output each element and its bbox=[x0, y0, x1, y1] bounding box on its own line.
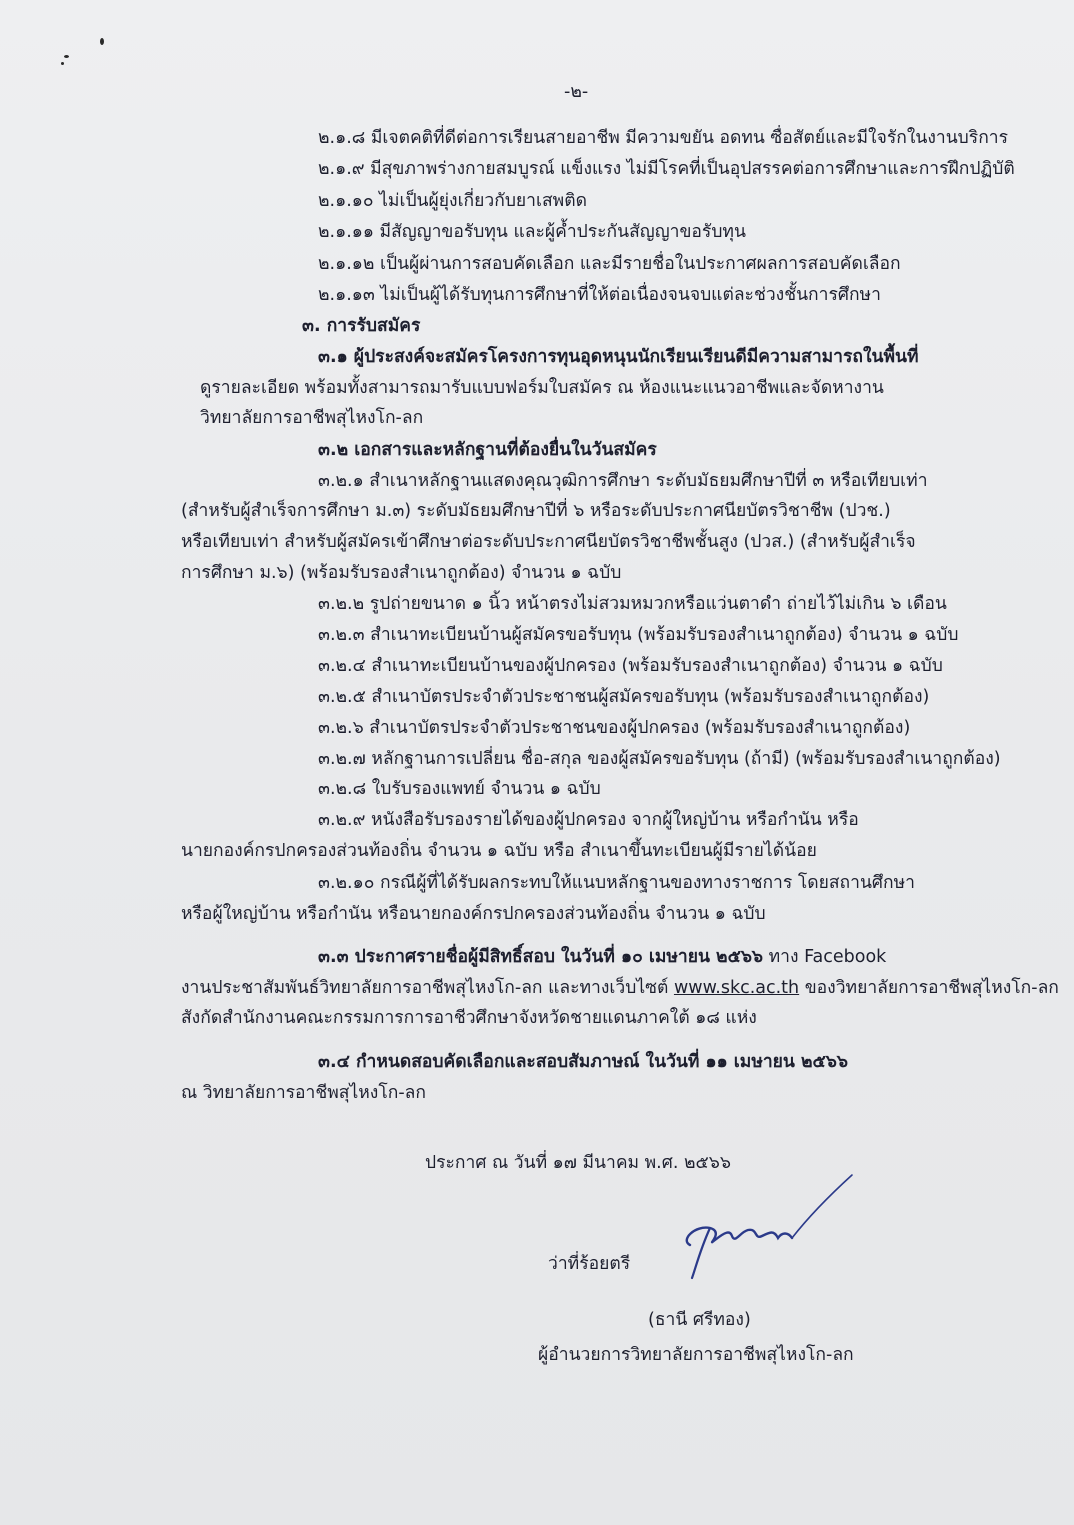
announcement-date: ๓.๓ ประกาศรายชื่อผู้มีสิทธิ์สอบ ในวันที่ ๑๐ เมษายน ๒๕๖๖ bbox=[318, 947, 764, 967]
paragraph-line: วิทยาลัยการอาชีพสุไหงโก-ลก bbox=[200, 408, 424, 428]
document-item: ๓.๒.๗ หลักฐานการเปลี่ยน ชื่อ-สกุล ของผู้สมัครขอรับทุน (ถ้ามี) (พร้อมรับรองสำเนาถูกต้อง) bbox=[318, 749, 1001, 769]
ink-speck bbox=[100, 38, 104, 45]
announcement-line: สังกัดสำนักงานคณะกรรมการการอาชีวศึกษาจังหวัดชายแดนภาคใต้ ๑๘ แห่ง bbox=[181, 1008, 757, 1028]
criteria-item: ๒.๑.๑๒ เป็นผู้ผ่านการสอบคัดเลือก และมีรายชื่อในประกาศผลการสอบคัดเลือก bbox=[318, 254, 901, 274]
paragraph-line: ดูรายละเอียด พร้อมทั้งสามารถมารับแบบฟอร์มใบสมัคร ณ ห้องแนะแนวอาชีพและจัดหางาน bbox=[200, 378, 884, 398]
paragraph-line: ๓.๒.๑๐ กรณีผู้ที่ได้รับผลกระทบให้แนบหลักฐานของทางราชการ โดยสถานศึกษา bbox=[318, 873, 915, 893]
announcement-line bbox=[318, 945, 886, 969]
page-number: -๒- bbox=[564, 82, 589, 102]
signer-title: ผู้อำนวยการวิทยาลัยการอาชีพสุไหงโก-ลก bbox=[538, 1345, 854, 1365]
criteria-item: ๒.๑.๑๓ ไม่เป็นผู้ได้รับทุนการศึกษาที่ให้ต่อเนื่องจนจบแต่ละช่วงชั้นการศึกษา bbox=[318, 285, 881, 305]
document-item: ๓.๒.๓ สำเนาทะเบียนบ้านผู้สมัครขอรับทุน (พร้อมรับรองสำเนาถูกต้อง) จำนวน ๑ ฉบับ bbox=[318, 625, 959, 645]
text-segment: งานประชาสัมพันธ์วิทยาลัยการอาชีพสุไหงโก-ลก และทางเว็บไซต์ bbox=[181, 978, 674, 998]
document-item: ๓.๒.๒ รูปถ่ายขนาด ๑ นิ้ว หน้าตรงไม่สวมหมวกหรือแว่นตาดำ ถ่ายไว้ไม่เกิน ๖ เดือน bbox=[318, 594, 947, 614]
ink-speck bbox=[64, 55, 69, 58]
document-item: ๓.๒.๖ สำเนาบัตรประจำตัวประชาชนของผู้ปกครอง (พร้อมรับรองสำเนาถูกต้อง) bbox=[318, 718, 911, 738]
exam-venue-line: ณ วิทยาลัยการอาชีพสุไหงโก-ลก bbox=[181, 1083, 426, 1103]
paragraph-line: (สำหรับผู้สำเร็จการศึกษา ม.๓) ระดับมัธยมศึกษาปีที่ ๖ หรือระดับประกาศนียบัตรวิชาชีพ (ปวช.) bbox=[181, 501, 891, 521]
paragraph-line: ๓.๒.๙ หนังสือรับรองรายได้ของผู้ปกครอง จากผู้ใหญ่บ้าน หรือกำนัน หรือ bbox=[318, 810, 859, 830]
paragraph-line: การศึกษา ม.๖) (พร้อมรับรองสำเนาถูกต้อง) จำนวน ๑ ฉบับ bbox=[181, 563, 622, 583]
signer-rank: ว่าที่ร้อยตรี bbox=[548, 1254, 631, 1274]
document-item: ๓.๒.๔ สำเนาทะเบียนบ้านของผู้ปกครอง (พร้อมรับรองสำเนาถูกต้อง) จำนวน ๑ ฉบับ bbox=[318, 656, 943, 676]
exam-date-line: ๓.๔ กำหนดสอบคัดเลือกและสอบสัมภาษณ์ ในวันที่ ๑๑ เมษายน ๒๕๖๖ bbox=[318, 1052, 848, 1072]
paragraph-line: ๓.๒.๑ สำเนาหลักฐานแสดงคุณวุฒิการศึกษา ระดับมัธยมศึกษาปีที่ ๓ หรือเทียบเท่า bbox=[318, 471, 928, 491]
paragraph-line: นายกองค์กรปกครองส่วนท้องถิ่น จำนวน ๑ ฉบับ หรือ สำเนาขึ้นทะเบียนผู้มีรายได้น้อย bbox=[181, 841, 817, 861]
criteria-item: ๒.๑.๙ มีสุขภาพร่างกายสมบูรณ์ แข็งแรง ไม่มีโรคที่เป็นอุปสรรคต่อการศึกษาและการฝึกปฏิบัติ bbox=[318, 159, 1015, 179]
text-segment: ของวิทยาลัยการอาชีพสุไหงโก-ลก bbox=[799, 978, 1059, 998]
criteria-item: ๒.๑.๑๐ ไม่เป็นผู้ยุ่งเกี่ยวกับยาเสพติด bbox=[318, 191, 587, 211]
paragraph-line: หรือเทียบเท่า สำหรับผู้สมัครเข้าศึกษาต่อระดับประกาศนียบัตรวิชาชีพชั้นสูง (ปวส.) (สำหรับผู้สำเร็จ bbox=[181, 532, 916, 552]
document-item: ๓.๒.๕ สำเนาบัตรประจำตัวประชาชนผู้สมัครขอรับทุน (พร้อมรับรองสำเนาถูกต้อง) bbox=[318, 687, 930, 707]
announcement-date-line: ประกาศ ณ วันที่ ๑๗ มีนาคม พ.ศ. ๒๕๖๖ bbox=[425, 1153, 731, 1173]
website-link[interactable]: www.skc.ac.th bbox=[673, 978, 800, 998]
paragraph-line: หรือผู้ใหญ่บ้าน หรือกำนัน หรือนายกองค์กรปกครองส่วนท้องถิ่น จำนวน ๑ ฉบับ bbox=[181, 904, 766, 924]
signature-image bbox=[670, 1170, 860, 1280]
section-heading: ๓. การรับสมัคร bbox=[302, 316, 421, 336]
subsection-heading: ๓.๒ เอกสารและหลักฐานที่ต้องยื่นในวันสมัคร bbox=[318, 440, 657, 460]
announcement-channel: ทาง Facebook bbox=[763, 947, 887, 967]
signer-name: (ธานี ศรีทอง) bbox=[648, 1310, 751, 1330]
criteria-item: ๒.๑.๘ มีเจตคติที่ดีต่อการเรียนสายอาชีพ มีความขยัน อดทน ซื่อสัตย์และมีใจรักในงานบริการ bbox=[318, 128, 1009, 148]
paragraph-line: ๓.๑ ผู้ประสงค์จะสมัครโครงการทุนอุดหนุนนักเรียนเรียนดีมีความสามารถในพื้นที่ bbox=[318, 347, 919, 367]
ink-speck bbox=[61, 62, 64, 65]
document-item: ๓.๒.๘ ใบรับรองแพทย์ จำนวน ๑ ฉบับ bbox=[318, 779, 601, 799]
announcement-line bbox=[181, 976, 1059, 1000]
criteria-item: ๒.๑.๑๑ มีสัญญาขอรับทุน และผู้ค้ำประกันสัญญาขอรับทุน bbox=[318, 222, 746, 242]
